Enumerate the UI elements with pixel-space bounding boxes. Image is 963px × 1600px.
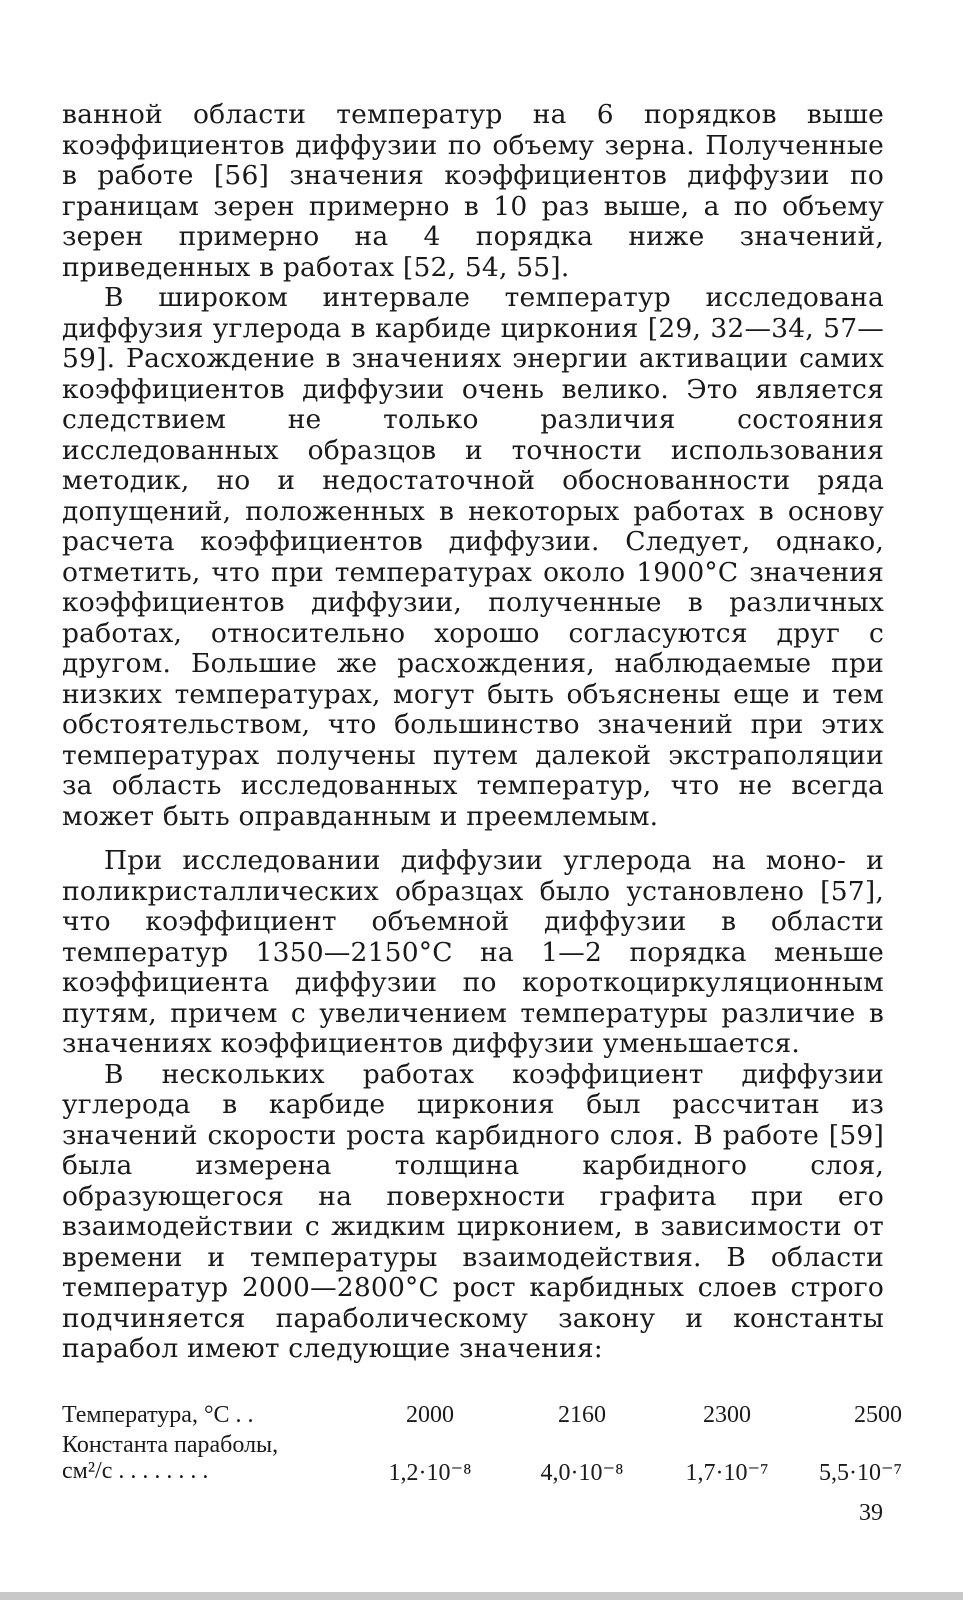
scan-bottom-edge xyxy=(0,1592,963,1600)
table-cell: 1,7·10⁻⁷ xyxy=(685,1460,769,1486)
table-cell: 2160 xyxy=(558,1402,606,1428)
table-row-constant xyxy=(62,1458,902,1488)
row-label-temperature: Температура, °С . . xyxy=(62,1402,254,1428)
row-label-constant: Константа параболы, xyxy=(62,1432,279,1458)
table-cell: 5,5·10⁻⁷ xyxy=(818,1460,902,1486)
table-row-temperature xyxy=(62,1402,902,1432)
table-cell: 4,0·10⁻⁸ xyxy=(540,1460,624,1486)
table-cell: 2500 xyxy=(854,1402,902,1428)
page-number: 39 xyxy=(859,1500,883,1526)
parabola-constants-table xyxy=(62,1402,902,1488)
paragraph-2: В широком интервале температур исследована диффузия углерода в карбиде циркония [29, 32—34, 57—59]. Расхождение в значениях энергии активации самих коэффициентов диффузии очень велико. Это является следствием не только различия состояния исследованных образцов и точности использования методик, но и недостаточной обоснованности ряда допущений, положенных в некоторых работах в основу расчета коэффициентов диффузии. Следует, однако, отметить, что при температурах около 1900°С значения коэффициентов диффузии, полученные в различных работах, относительно хорошо согласуются друг с другом. Большие же расхождения, наблюдаемые при низких температурах, могут быть объяснены еще и тем обстоятельством, что большинство значений при этих температурах получены путем далекой экстраполяции за область исследованных температур, что не всегда может быть оправданным и преемлемым. xyxy=(62,282,884,832)
table-cell: 2300 xyxy=(703,1402,751,1428)
body-text xyxy=(62,100,884,1365)
table-row-constant-label xyxy=(62,1432,888,1458)
table-cell: 2000 xyxy=(406,1402,454,1428)
row-label-units: см²/с . . . . . . . . xyxy=(62,1458,209,1484)
table-cell: 1,2·10⁻⁸ xyxy=(388,1460,472,1486)
paragraph-3: При исследовании диффузии углерода на моно- и поликристаллических образцах было установлено [57], что коэффициент объемной диффузии в области температур 1350—2150°С на 1—2 порядка меньше коэффициента диффузии по короткоциркуляционным путям, причем с увеличением температуры различие в значениях коэффициентов диффузии уменьшается. xyxy=(62,845,884,1059)
paragraph-4: В нескольких работах коэффициент диффузии углерода в карбиде циркония был рассчитан из значений скорости роста карбидного слоя. В работе [59] была измерена толщина карбидного слоя, образующегося на поверхности графита при его взаимодействии с жидким цирконием, в зависимости от времени и температуры взаимодействия. В области температур 2000—2800°С рост карбидных слоев строго подчиняется параболическому закону и константы парабол имеют следующие значения: xyxy=(62,1058,884,1364)
paragraph-1: ванной области температур на 6 порядков выше коэффициентов диффузии по объему зерна. Полученные в работе [56] значения коэффициентов диффузии по границам зерен примерно в 10 раз выше, а по объему зерен примерно на 4 порядка ниже значений, приведенных в работах [52, 54, 55]. xyxy=(62,99,884,283)
